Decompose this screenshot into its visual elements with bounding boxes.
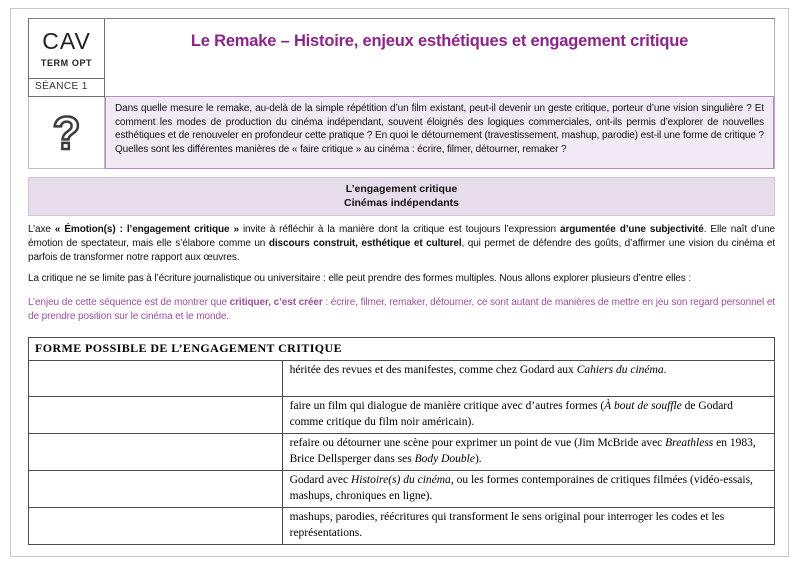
question-mark-box	[28, 97, 105, 169]
table-cell-empty	[29, 508, 283, 545]
table-cell-empty	[29, 471, 283, 508]
table-row	[29, 471, 775, 508]
banner-line-2: Cinémas indépendants	[344, 197, 459, 209]
table-cell-empty	[29, 434, 283, 471]
question-mark-icon: ?	[52, 106, 81, 159]
table-cell-empty	[29, 397, 283, 434]
forms-table	[28, 337, 775, 545]
course-code-box	[28, 19, 105, 79]
course-code: CAV	[42, 28, 91, 55]
theme-banner	[28, 177, 775, 216]
intro-question: Dans quelle mesure le remake, au-delà de la simple répétition d’un film existant, peut-il devenir un geste critique, porteur d’une vision singulière ? Et comment les modes de production du cinéma indépendant, souvent éloignés des logiques commerciales, ont-ils permis d’explorer de nouvelles esthétiques et de renouveler en profondeur cette pratique ? En quoi le détournement (travestissement, mashup, parodie) est-il une forme de critique ? Quelles sont les différentes manières de « faire critique » au cinéma : écrire, filmer, détourner, remaker ?	[105, 96, 774, 169]
table-cell-text: faire un film qui dialogue de manière critique avec d’autres formes (À bout de souffle de Godard comme critique du film noir américain).	[282, 397, 774, 434]
table-cell-text: refaire ou détourner une scène pour exprimer un point de vue (Jim McBride avec Breathless en 1983, Brice Dellsperger dans ses Body Double).	[282, 434, 774, 471]
table-header-row	[29, 338, 775, 361]
table-cell-text: héritée des revues et des manifestes, comme chez Godard aux Cahiers du cinéma.	[282, 361, 774, 397]
header-left-column	[28, 19, 105, 169]
session-label: SÉANCE 1	[28, 79, 105, 97]
paragraph-sequence-goal: L’enjeu de cette séquence est de montrer que critiquer, c’est créer : écrire, filmer, remaker, détourner, ce sont autant de manières de mettre en jeu son regard personnel et de prendre position sur le cinéma et le monde.	[28, 297, 776, 322]
worksheet-page	[28, 18, 775, 545]
table-header: FORME POSSIBLE DE L’ENGAGEMENT CRITIQUE	[29, 338, 775, 361]
paragraph-axis: L’axe « Émotion(s) : l’engagement critique » invite à réfléchir à la manière dont la critique est toujours l’expression argumentée d’une subjectivité. Elle naît d’une émotion de spectateur, mais elle s’élabore comme un discours construit, esthétique et culturel, qui permet de défendre des goûts, d’affirmer une vision du cinéma et parfois de transformer notre rapport aux œuvres.	[28, 224, 775, 263]
banner-line-1: L’engagement critique	[345, 183, 458, 195]
table-row	[29, 434, 775, 471]
table-cell-text: mashups, parodies, réécritures qui transforment le sens original pour interroger les codes et les représentations.	[282, 508, 774, 545]
table-cell-text: Godard avec Histoire(s) du cinéma, ou les formes contemporaines de critiques filmées (vidéo-essais, mashups, chroniques en ligne).	[282, 471, 774, 508]
course-level: TERM OPT	[40, 57, 93, 68]
paragraph-forms-multiples: La critique ne se limite pas à l’écriture journalistique ou universitaire : elle peut prendre des formes multiples. Nous allons explorer plusieurs d’entre elles :	[28, 273, 692, 284]
page-title: Le Remake – Histoire, enjeux esthétiques et engagement critique	[190, 32, 689, 50]
header	[28, 18, 775, 169]
table-cell-empty	[29, 361, 283, 397]
table-row	[29, 508, 775, 545]
table-row	[29, 397, 775, 434]
table-row	[29, 361, 775, 397]
header-right-column	[105, 19, 775, 169]
